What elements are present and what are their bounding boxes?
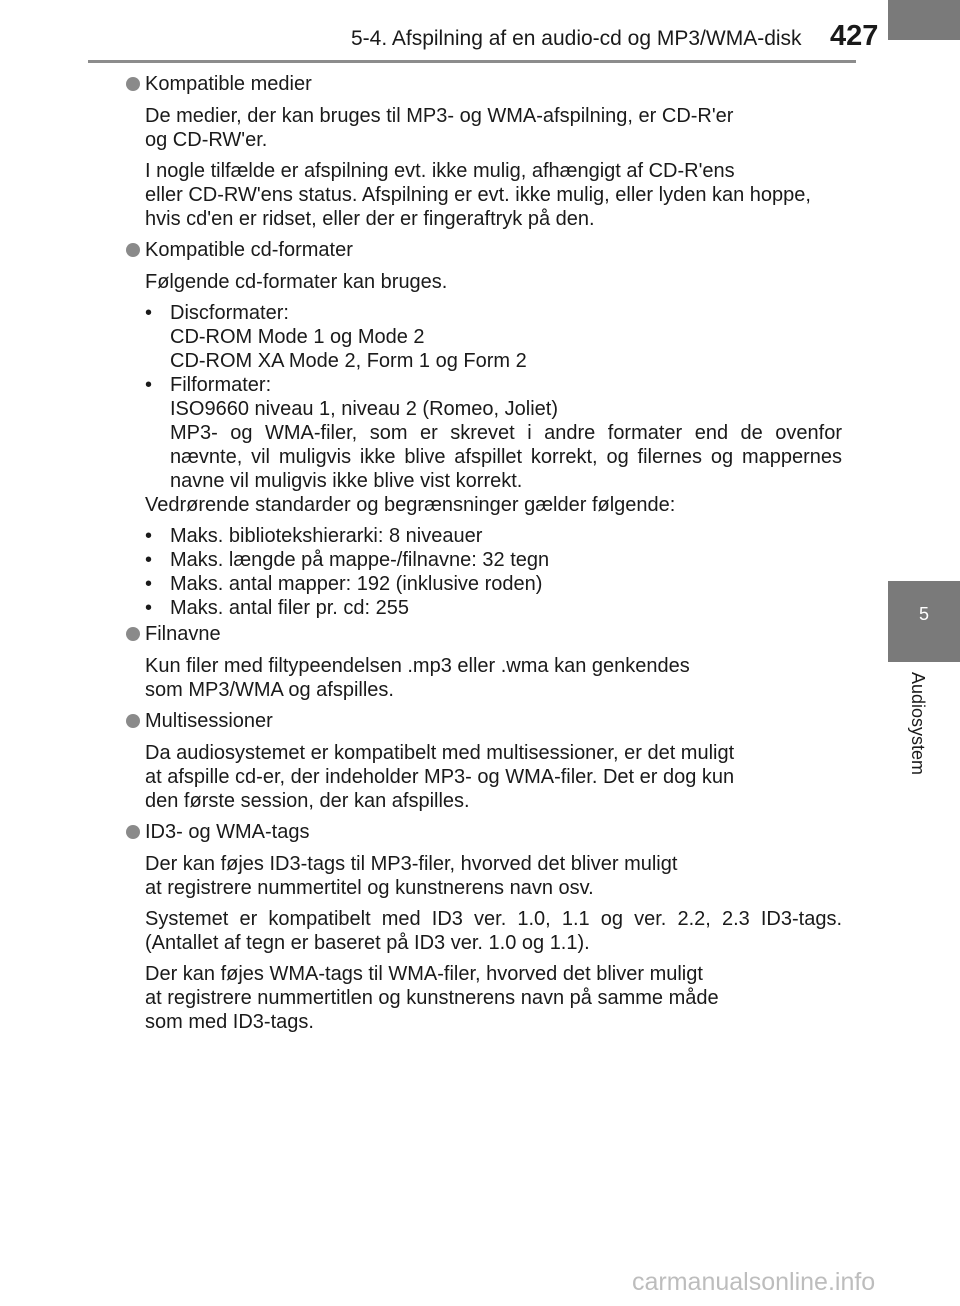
text-line: Da audiosystemet er kompatibelt med multisessioner, er det muligt — [145, 742, 735, 764]
paragraph: Systemet er kompatibelt med ID3 ver. 1.0, 1.1 og ver. 2.2, 2.3 ID3-tags. (Antallet af tegn er baseret på ID3 ver. 1.0 og 1.1). — [145, 908, 842, 954]
list-item: • Maks. antal filer pr. cd: 255 — [145, 596, 842, 620]
text-line: som MP3/WMA og afspilles. — [145, 679, 394, 701]
page-content — [124, 72, 842, 1041]
text-line: eller CD-RW'ens status. Afspilning er evt. ikke mulig, eller lyden kan hoppe, — [145, 184, 811, 206]
text-line: ISO9660 niveau 1, niveau 2 (Romeo, Joliet) — [170, 398, 558, 420]
bullet-dot-icon — [126, 77, 140, 91]
paragraph: Følgende cd-formater kan bruges. — [145, 271, 448, 293]
list-item — [145, 301, 842, 373]
watermark: carmanualsonline.info — [632, 1268, 876, 1296]
list-item-label: • Discformater: — [170, 302, 289, 324]
text-line: at registrere nummertitel og kunstnerens navn osv. — [145, 877, 594, 899]
paragraph — [145, 852, 842, 900]
paragraph — [145, 104, 842, 152]
paragraph — [145, 741, 842, 813]
text-line: hvis cd'en er ridset, eller der er fingeraftryk på den. — [145, 208, 595, 230]
section-heading-multisession — [124, 709, 842, 733]
text-line: at afspille cd-er, der indeholder MP3- og WMA-filer. Det er dog kun — [145, 766, 735, 788]
text-line: den første session, der kan afspilles. — [145, 790, 470, 812]
section-heading-text: Multisessioner — [145, 710, 273, 732]
text-line: Kun filer med filtypeendelsen .mp3 eller .wma kan genkendes — [145, 655, 690, 677]
section-heading-id3-wma-tags — [124, 820, 842, 844]
paragraph — [145, 159, 842, 231]
list-item: • Maks. bibliotekshierarki: 8 niveauer — [145, 524, 842, 548]
text-line: og CD-RW'er. — [145, 129, 268, 151]
bullet-dot-icon — [126, 825, 140, 839]
bullet-dot-icon — [126, 627, 140, 641]
header-corner-block — [888, 0, 960, 40]
paragraph: Vedrørende standarder og begrænsninger gælder følgende: — [145, 494, 676, 516]
text-line: som med ID3-tags. — [145, 1011, 314, 1033]
text-block: MP3- og WMA-filer, som er skrevet i andre formater end de ovenfor nævnte, vil muligvis ikke blive afspillet korrekt, og filernes og mappernes navne vil muligvis ikke blive vist korrekt. — [170, 422, 842, 492]
page-number: 427 — [830, 20, 879, 52]
section-heading-text: ID3- og WMA-tags — [145, 821, 310, 843]
chapter-title: 5-4. Afspilning af en audio-cd og MP3/WMA-disk — [351, 27, 802, 50]
section-heading-compatible-media — [124, 72, 842, 96]
section-heading-text: Filnavne — [145, 623, 221, 645]
paragraph — [145, 654, 842, 702]
list-item: • Maks. længde på mappe-/filnavne: 32 tegn — [145, 548, 842, 572]
chapter-tab-label: Audiosystem — [908, 672, 928, 776]
list-item-label: • Filformater: — [170, 374, 272, 396]
text-line: CD-ROM Mode 1 og Mode 2 — [170, 326, 425, 348]
section-heading-compatible-formats — [124, 238, 842, 262]
paragraph — [145, 962, 842, 1034]
text-line: at registrere nummertitlen og kunstnerens navn på samme måde — [145, 987, 719, 1009]
text-line: Der kan føjes WMA-tags til WMA-filer, hvorved det bliver muligt — [145, 963, 703, 985]
section-heading-filenames — [124, 622, 842, 646]
header-divider — [88, 60, 856, 63]
bullet-dot-icon — [126, 714, 140, 728]
format-list — [145, 301, 842, 493]
text-line: CD-ROM XA Mode 2, Form 1 og Form 2 — [170, 350, 527, 372]
list-item: • Maks. antal mapper: 192 (inklusive roden) — [145, 572, 842, 596]
list-item — [145, 373, 842, 493]
bullet-dot-icon — [126, 243, 140, 257]
section-heading-text: Kompatible medier — [145, 73, 312, 95]
text-line: I nogle tilfælde er afspilning evt. ikke mulig, afhængigt af CD-R'ens — [145, 160, 735, 182]
limits-list — [145, 524, 842, 620]
text-line: Der kan føjes ID3-tags til MP3-filer, hvorved det bliver muligt — [145, 853, 678, 875]
text-line: De medier, der kan bruges til MP3- og WMA-afspilning, er CD-R'er — [145, 105, 734, 127]
section-heading-text: Kompatible cd-formater — [145, 239, 353, 261]
chapter-tab-number: 5 — [918, 604, 929, 624]
